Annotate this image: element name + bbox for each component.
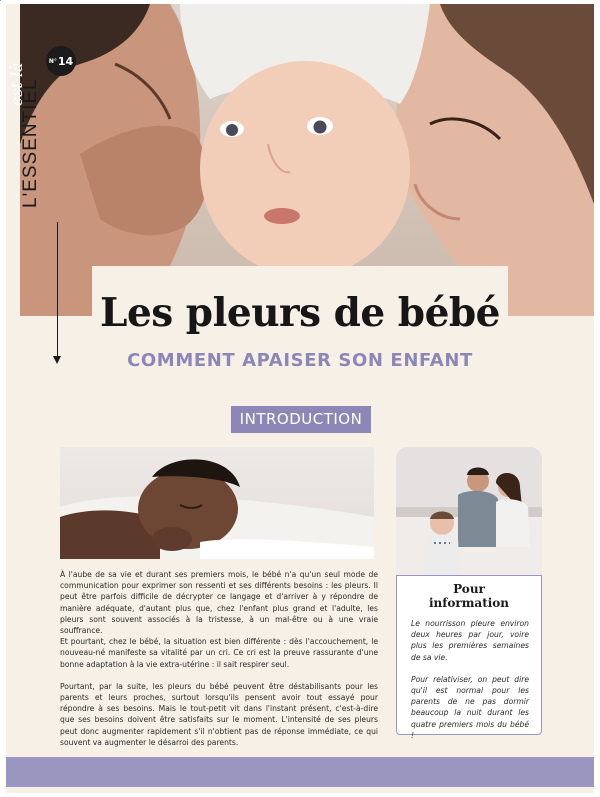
body-paragraph-1: À l'aube de sa vie et durant ses premiers mois, le bébé n'a qu'un seul mode de communication pour exprimer son ressenti et ses différents besoins : les pleurs. Il peut être parfois difficile de décrypter ce langage et d'arriver à y répondre de manière adéquate, d'autant plus que, chez l'enfant plus grand et l'adulte, les pleurs sont souvent associés à la tristesse, à un mal-être ou à une vraie souffrance. xyxy=(60,570,378,636)
body-paragraph-2: Et pourtant, chez le bébé, la situation est bien différente : dès l'accouchement, le nouveau-né manifeste sa vitalité par un cri. Ce cri est la preuve rassurante d'une bonne adaptation à la vie extra-utérine : il sait respirer seul. xyxy=(60,637,378,669)
issue-number: 14 xyxy=(57,54,74,68)
body-paragraph xyxy=(60,569,378,670)
info-box-text xyxy=(411,618,529,752)
arrow-down-icon xyxy=(53,356,61,364)
vertical-series-tag xyxy=(7,58,58,208)
info-box xyxy=(396,575,542,740)
info-title-line-1: Pour xyxy=(453,582,485,596)
info-paragraph-1: Le nourrisson pleure environ deux heures par jour, voire plus les premières semaines de sa vie. xyxy=(411,619,529,662)
info-title-line-2: information xyxy=(428,596,510,610)
footer-bar xyxy=(6,757,594,787)
sleeping-baby-photo xyxy=(60,447,374,559)
body-paragraph: Pourtant, par la suite, les pleurs du bébé peuvent être déstabilisants pour les parents et leurs proches, surtout lorsqu'ils pensent avoir tout essayé pour répondre à ses besoins. Mais le tout-petit vit dans l'instant présent, c'est-à-dire que ses besoins doivent être satisfaits sur le moment. L'intensité de ses pleurs peut donc augmenter rapidement s'il n'obtient pas de réponse immédiate, ce qui souvent va augmenter le désarroi des parents. xyxy=(60,681,378,747)
page-subtitle: COMMENT APAISER SON ENFANT xyxy=(127,350,473,371)
magazine-page xyxy=(6,4,594,793)
series-tagline: est là xyxy=(7,62,26,107)
crop-mark xyxy=(0,0,1,1)
section-badge: INTRODUCTION xyxy=(231,406,371,433)
info-paragraph-2: Pour relativiser, on peut dire qu'il est normal pour les parents de ne pas dormir beaucoup la nuit durant les quatre premiers mois du bébé ! xyxy=(411,674,529,740)
vertical-rule xyxy=(57,222,58,362)
series-name: L'ESSENTIEL xyxy=(20,78,41,208)
info-box-title xyxy=(397,582,541,610)
family-illustration xyxy=(396,447,542,587)
page-title: Les pleurs de bébé xyxy=(100,290,500,336)
family-photo xyxy=(396,447,542,587)
sleeping-baby-illustration xyxy=(60,447,374,559)
issue-prefix: N° xyxy=(48,57,57,65)
article-body xyxy=(60,569,378,759)
